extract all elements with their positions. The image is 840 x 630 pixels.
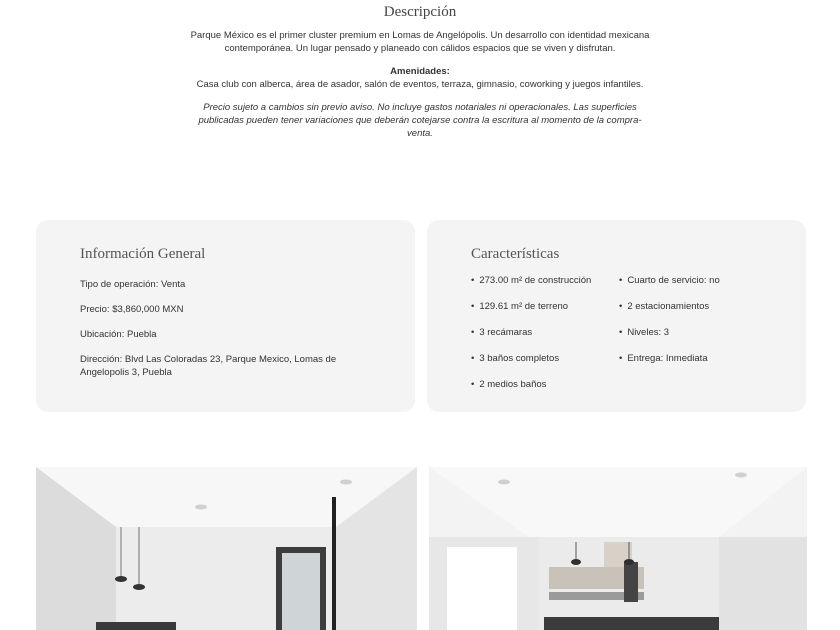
description-section: [190, 6, 650, 150]
feature-item: • 273.00 m² de construcción: [471, 274, 621, 300]
feature-item: • 2 estacionamientos: [619, 300, 789, 326]
description-title: Descripción: [383, 4, 457, 20]
feature-item: • 129.61 m² de terreno: [471, 300, 621, 326]
property-photo-2[interactable]: [429, 467, 807, 630]
features-list-left: [471, 274, 621, 404]
price-note: Precio sujeto a cambios sin previo aviso. No incluye gastos notariales ni operacionales. Las superficies publicadas pueden tener variaciones que deberán cotejarse contra la escritura al momento de la compra-venta.: [198, 102, 642, 139]
price: Precio: $3,860,000 MXN: [80, 304, 184, 315]
features-title: Características: [471, 246, 560, 262]
general-info-title: Información General: [80, 246, 206, 262]
interior-image: [36, 467, 417, 630]
feature-item: • 3 baños completos: [471, 352, 621, 378]
general-info-card: [36, 220, 415, 412]
feature-item: • Niveles: 3: [619, 326, 789, 352]
kitchen-image: [429, 467, 807, 630]
operation-type: Tipo de operación: Venta: [80, 279, 186, 290]
feature-item: • Entrega: Inmediata: [619, 352, 789, 378]
feature-item: • 2 medios baños: [471, 378, 621, 404]
amenities-title: Amenidades:: [390, 66, 450, 77]
amenities-text: Casa club con alberca, área de asador, salón de eventos, terraza, gimnasio, coworking y juegos infantiles.: [196, 79, 644, 90]
description-paragraph: Parque México es el primer cluster premium en Lomas de Angelópolis. Un desarrollo con identidad mexicana contemporánea. Un lugar pensado y planeado con cálidos espacios que se viven y disfrutan.: [190, 30, 650, 54]
features-list-right: [619, 274, 789, 378]
feature-item: • 3 recámaras: [471, 326, 621, 352]
location: Ubicación: Puebla: [80, 329, 157, 340]
feature-item: • Cuarto de servicio: no: [619, 274, 789, 300]
features-card: [427, 220, 806, 412]
property-photo-1[interactable]: [36, 467, 417, 630]
address: Dirección: Blvd Las Coloradas 23, Parque Mexico, Lomas de Angelopolis 3, Puebla: [80, 354, 337, 378]
